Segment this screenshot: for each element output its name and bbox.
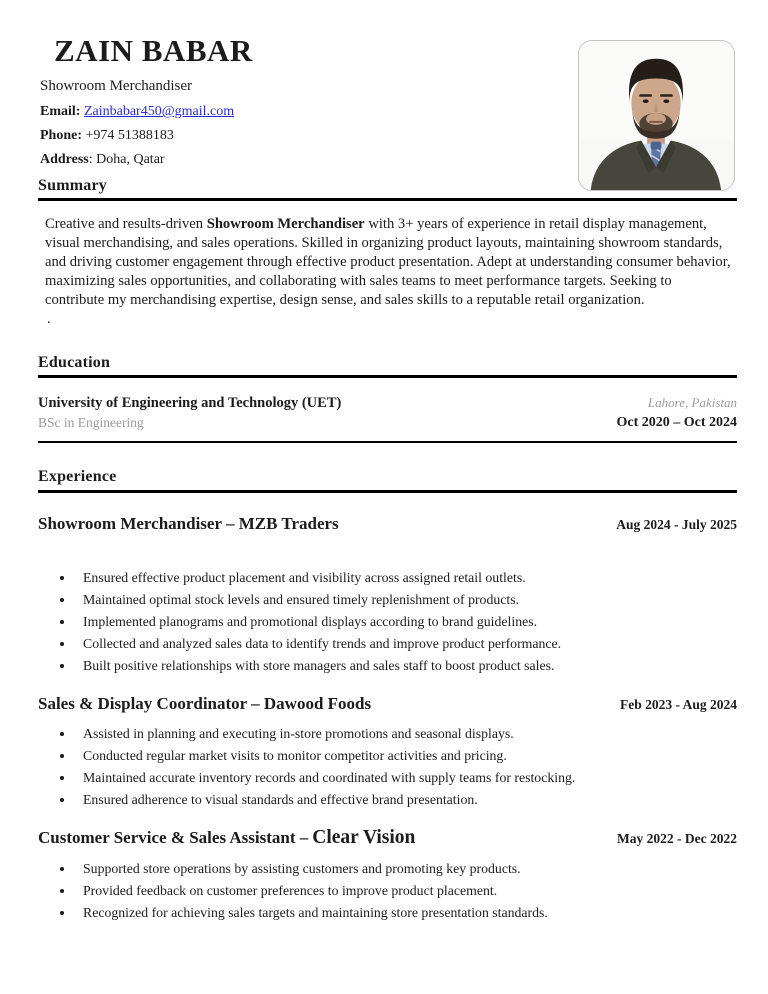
job-header (38, 827, 737, 849)
summary-text-bold: Showroom Merchandiser (206, 216, 365, 233)
bullet-item: • Supported store operations by assisting customers and promoting key products. (75, 861, 737, 878)
profile-photo (578, 40, 735, 191)
email-link[interactable]: Zainbabar450@gmail.com (83, 104, 235, 120)
bullet-item: • Collected and analyzed sales data to identify trends and improve product performance. (75, 636, 737, 653)
job-bullet-list (38, 570, 737, 675)
bullet-item: • Ensured adherence to visual standards and effective brand presentation. (75, 792, 737, 809)
job-dates: May 2022 - Dec 2022 (617, 830, 737, 846)
education-degree: BSc in Engineering (38, 415, 144, 431)
summary-paragraph (45, 215, 733, 310)
education-divider (38, 441, 737, 443)
resume-header (38, 34, 737, 168)
summary-text-prefix: Creative and results-driven (45, 216, 207, 233)
bullet-item: • Recognized for achieving sales targets and maintaining store presentation standards. (75, 905, 737, 922)
job-entry-clear-vision (38, 827, 737, 922)
job-entry-dawood-foods (38, 694, 737, 809)
job-header (38, 694, 737, 714)
portrait-illustration (579, 41, 734, 190)
job-bullet-list (38, 726, 737, 809)
education-entry (38, 393, 737, 432)
job-dates: Aug 2024 - July 2025 (616, 516, 737, 532)
education-heading: Education (38, 353, 737, 378)
education-location: Lahore, Pakistan (647, 395, 737, 411)
bullet-item: • Assisted in planning and executing in-store promotions and seasonal displays. (75, 726, 737, 743)
summary-text-suffix: with 3+ years of experience in retail display management, visual merchandising, and sales operations. Skilled in organizing product layouts, maintaining showroom standards, and driving customer engagement through effective product presentation. Adept at understanding consumer behavior, maximizing sales opportunities, and collaborating with sales teams to meet performance targets. Seeking to contribute my merchandising expertise, design sense, and sales skills to a reputable retail organization. (45, 216, 731, 309)
job-header (38, 514, 737, 534)
job-entry-mzb-traders (38, 514, 737, 675)
education-dates: Oct 2020 – Oct 2024 (616, 415, 737, 431)
bullet-item: • Ensured effective product placement and visibility across assigned retail outlets. (75, 570, 737, 587)
bullet-item: • Implemented planograms and promotional displays according to brand guidelines. (75, 614, 737, 631)
job-company: Clear Vision (312, 826, 416, 848)
job-bullet-list (38, 861, 737, 922)
bullet-item: • Conducted regular market visits to monitor competitor activities and pricing. (75, 748, 737, 765)
education-institution: University of Engineering and Technology (UET) (38, 395, 342, 412)
phone-value: +974 51388183 (85, 128, 174, 144)
education-entry-left (38, 393, 341, 432)
bullet-item: • Built positive relationships with store managers and sales staff to boost product sales. (75, 658, 737, 675)
bullet-item: • Maintained accurate inventory records and coordinated with supply teams for restocking. (75, 770, 737, 787)
summary-heading: Summary (38, 176, 737, 201)
education-entry-right (616, 393, 737, 432)
phone-label: Phone: (40, 128, 82, 144)
candidate-name: ZAIN BABAR (54, 33, 253, 68)
address-value: : Doha, Qatar (88, 152, 165, 168)
job-title: Showroom Merchandiser – MZB Traders (38, 513, 339, 533)
candidate-role: Showroom Merchandiser (40, 78, 193, 95)
job-title: Sales & Display Coordinator – Dawood Foods (38, 694, 372, 714)
address-label: Address (40, 152, 89, 168)
bullet-item: • Provided feedback on customer preferences to improve product placement. (75, 883, 737, 900)
experience-heading: Experience (38, 467, 737, 492)
stray-period: . (47, 311, 51, 328)
bullet-item: • Maintained optimal stock levels and ensured timely replenishment of products. (75, 592, 737, 609)
job-title: Customer Service & Sales Assistant – (38, 827, 309, 847)
job-title-group (38, 827, 415, 849)
email-label: Email: (40, 104, 81, 120)
job-dates: Feb 2023 - Aug 2024 (619, 697, 737, 713)
